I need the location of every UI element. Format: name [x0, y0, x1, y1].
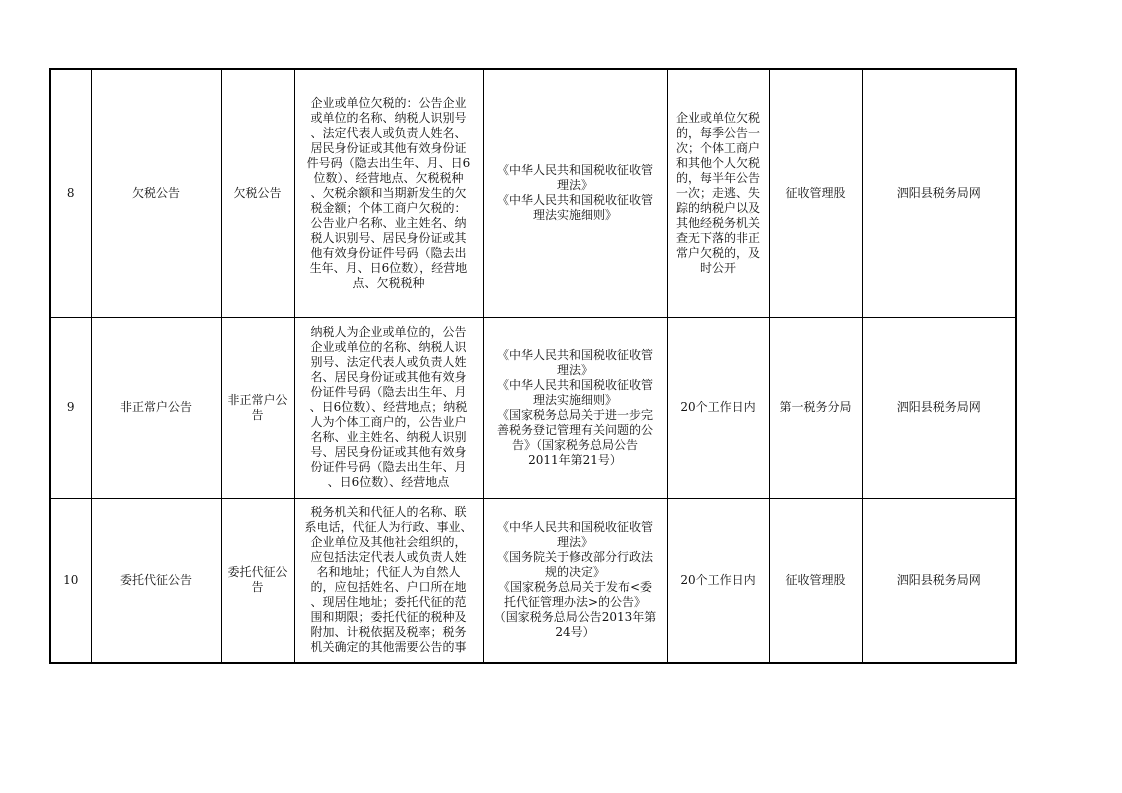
legal-basis-cell [483, 498, 667, 663]
disclosure-content-line: 件号码（隐去出生年、月、日6 [306, 155, 471, 170]
disclosure-content-line: 附加、计税依据及税率；税务 [310, 625, 467, 640]
row-number-cell [50, 317, 91, 498]
legal-basis-line: 规的决定》 [544, 565, 605, 580]
disclosure-content-line: 税务机关和代征人的名称、联 [310, 505, 467, 520]
disclosure-content-line: 税金额；个体工商户欠税的： [310, 200, 467, 215]
disclosure-content-cell [294, 498, 483, 663]
disclosure-content-line: 企业单位及其他社会组织的， [310, 535, 467, 550]
item-name-cell [91, 317, 221, 498]
disclosure-content-line: 企业或单位欠税的：公告企业 [310, 95, 467, 110]
row-number: 10 [63, 572, 79, 587]
legal-basis-line: 理法实施细则》 [532, 392, 617, 407]
disclosure-content-line: 企业或单位的名称、纳税人识 [310, 340, 467, 354]
responsible-department: 征收管理股 [785, 185, 846, 200]
disclosure-content-line: 税人识别号、居民身份证或其 [310, 230, 467, 245]
row-number-cell [50, 498, 91, 663]
disclosure-content-line: 应包括法定代表人或负责人姓 [310, 550, 467, 565]
disclosure-timeline-line: 和其他个人欠税 [675, 155, 760, 170]
disclosure-timeline-cell [667, 69, 769, 317]
legal-basis-line: 理法》 [556, 535, 593, 550]
disclosure-content-cell [294, 317, 483, 498]
legal-basis-line: 理法》 [556, 362, 593, 377]
disclosure-content-line: 、欠税余额和当期新发生的欠 [310, 185, 467, 200]
legal-basis-cell [483, 317, 667, 498]
legal-basis-line: 《中华人民共和国税收征收管 [496, 163, 653, 178]
disclosure-content-line: 号、居民身份证或其他有效身 [310, 445, 467, 459]
disclosure-content-line: 人为个体工商户的，公告业户 [310, 415, 467, 429]
disclosure-content-line: 位数）、经营地点、欠税税种 [313, 170, 464, 185]
legal-basis-line: 《国家税务总局关于进一步完 [496, 407, 653, 422]
disclosure-timeline-line: 的，每季公告一 [675, 125, 760, 140]
category-cell [221, 317, 294, 498]
legal-basis-line: 理法实施细则》 [532, 208, 617, 223]
category-line: 非正常户公 [227, 392, 288, 407]
disclosure-timeline: 20个工作日内 [680, 400, 756, 414]
disclosure-timeline-cell [667, 317, 769, 498]
table-row [50, 317, 1016, 498]
disclosure-content-line: 围和期限；委托代征的税种及 [310, 610, 467, 625]
legal-basis-line: 24号） [555, 625, 595, 640]
disclosure-content-line: 、日6位数）、经营地点；纳税 [309, 400, 468, 414]
item-name: 非正常户公告 [119, 400, 192, 414]
disclosure-content-line: 份证件号码（隐去出生年、月 [310, 385, 467, 399]
category-cell [221, 498, 294, 663]
legal-basis-line: 告》（国家税务总局公告 [511, 437, 638, 452]
legal-basis-line: 理法》 [556, 178, 593, 193]
legal-basis-line: 2011年第21号） [528, 452, 622, 467]
responsible-department-cell [769, 69, 862, 317]
table-row [50, 69, 1016, 317]
disclosure-content-line: 居民身份证或其他有效身份证 [310, 140, 467, 155]
disclosure-table [49, 68, 1017, 664]
row-number: 8 [66, 185, 75, 200]
disclosure-timeline-line: 一次；走逃、失 [675, 185, 760, 200]
disclosure-timeline-line: 其他经税务机关 [675, 215, 760, 230]
legal-basis-line: 《中华人民共和国税收征收管 [496, 377, 653, 392]
legal-basis-line: 托代征管理办法>的公告》 [503, 595, 647, 610]
disclosure-timeline-line: 的，每半年公告 [675, 170, 760, 185]
category-cell [221, 69, 294, 317]
legal-basis-line: 善税务登记管理有关问题的公 [496, 422, 653, 437]
disclosure-content-line: 机关确定的其他需要公告的事 [310, 640, 467, 655]
item-name-cell [91, 69, 221, 317]
disclosure-content-line: 名和地址；代征人为自然人 [316, 565, 461, 580]
disclosure-content-line: 名、居民身份证或其他有效身 [310, 370, 467, 384]
disclosure-content-line: 公告业户名称、业主姓名、纳 [310, 215, 467, 230]
disclosure-timeline-line: 常户欠税的，及 [675, 245, 760, 260]
legal-basis-cell [483, 69, 667, 317]
table-row [50, 498, 1016, 663]
disclosure-timeline-cell [667, 498, 769, 663]
disclosure-channel-cell [862, 317, 1016, 498]
disclosure-timeline-line: 企业或单位欠税 [675, 110, 760, 125]
disclosure-content-line: 、法定代表人或负责人姓名、 [310, 125, 467, 140]
responsible-department: 征收管理股 [785, 572, 846, 587]
item-name: 欠税公告 [131, 185, 180, 200]
legal-basis-line: 《国家税务总局关于发布<委 [497, 580, 653, 595]
disclosure-content-line: 生年、月、日6位数），经营地 [309, 260, 468, 275]
disclosure-content-line: 、现居住地址；委托代征的范 [310, 595, 467, 610]
category-line: 告 [251, 580, 264, 595]
disclosure-timeline-line: 次；个体工商户 [675, 140, 760, 155]
legal-basis-line: 《中华人民共和国税收征收管 [496, 347, 653, 362]
disclosure-content-line: 的，应包括姓名、户口所在地 [310, 580, 467, 595]
disclosure-content-line: 点、欠税税种 [352, 275, 425, 290]
disclosure-content-line: 份证件号码（隐去出生年、月 [310, 460, 467, 474]
disclosure-channel-cell [862, 498, 1016, 663]
disclosure-channel: 泗阳县税务局网 [896, 572, 981, 587]
item-name-cell [91, 498, 221, 663]
disclosure-content-line: 名称、业主姓名、纳税人识别 [310, 430, 467, 444]
row-number-cell [50, 69, 91, 317]
legal-basis-line: （国家税务总局公告2013年第 [493, 610, 657, 625]
category-line: 告 [251, 407, 264, 422]
item-name: 委托代征公告 [119, 572, 192, 587]
disclosure-timeline-line: 踪的纳税户以及 [675, 200, 760, 215]
disclosure-channel-cell [862, 69, 1016, 317]
disclosure-content-line: 、日6位数）、经营地点 [327, 475, 450, 489]
disclosure-timeline: 20个工作日内 [680, 572, 756, 587]
row-number: 9 [66, 400, 75, 414]
disclosure-channel: 泗阳县税务局网 [896, 185, 981, 200]
legal-basis-line: 《中华人民共和国税收征收管 [496, 520, 653, 535]
responsible-department-cell [769, 498, 862, 663]
disclosure-content-line: 纳税人为企业或单位的，公告 [310, 325, 467, 339]
disclosure-content-line: 别号、法定代表人或负责人姓 [310, 355, 467, 369]
disclosure-content-line: 或单位的名称、纳税人识别号 [310, 110, 467, 125]
disclosure-content-line: 系电话，代征人为行政、事业、 [304, 520, 473, 535]
category-line: 委托代征公 [227, 565, 288, 580]
legal-basis-line: 《国务院关于修改部分行政法 [496, 550, 653, 565]
category: 欠税公告 [233, 185, 282, 200]
disclosure-content-line: 他有效身份证件号码（隐去出 [310, 245, 467, 260]
responsible-department: 第一税务分局 [779, 400, 852, 414]
legal-basis-line: 《中华人民共和国税收征收管 [496, 193, 653, 208]
disclosure-content-cell [294, 69, 483, 317]
disclosure-timeline-line: 时公开 [699, 260, 736, 275]
responsible-department-cell [769, 317, 862, 498]
disclosure-timeline-line: 查无下落的非正 [675, 230, 760, 245]
disclosure-channel: 泗阳县税务局网 [896, 400, 981, 414]
